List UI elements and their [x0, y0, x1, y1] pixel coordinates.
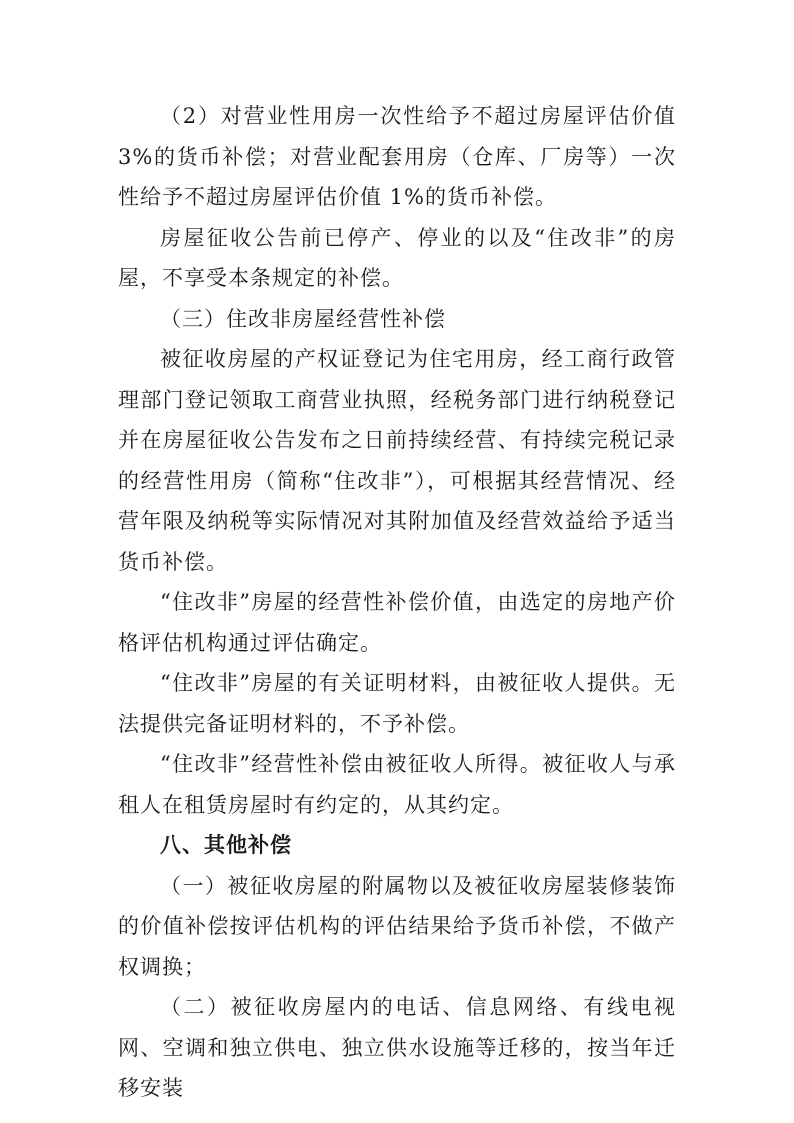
- section-heading-8: 八、其他补偿: [160, 832, 292, 857]
- document-body: [118, 96, 676, 1109]
- paragraph-2-operating-housing-compensation: （2）对营业性用房一次性给予不超过房屋评估价值 3%的货币补偿；对营业配套用房（仓库、厂房等）一次性给予不超过房屋评估价值 1%的货币补偿。: [118, 104, 676, 209]
- paragraph-attachments-decoration: （一）被征收房屋的附属物以及被征收房屋装修装饰的价值补偿按评估机构的评估结果给予货币补偿，不做产权调换；: [118, 873, 676, 979]
- paragraph-facility-relocation: （二）被征收房屋内的电话、信息网络、有线电视网、空调和独立供电、独立供水设施等迁移的，按当年迁移安装: [118, 995, 676, 1100]
- section-heading-3: （三）住改非房屋经营性补偿: [160, 306, 446, 331]
- paragraph-proof-materials: “住改非”房屋的有关证明材料，由被征收人提供。无法提供完备证明材料的，不予补偿。: [118, 671, 676, 736]
- paragraph-compensation-value-assessment: “住改非”房屋的经营性补偿价值，由选定的房地产价格评估机构通过评估确定。: [118, 590, 676, 655]
- paragraph-residential-to-commercial-definition: 被征收房屋的产权证登记为住宅用房，经工商行政管理部门登记领取工商营业执照，经税务部门进行纳税登记并在房屋征收公告发布之日前持续经营、有持续完税记录的经营性用房（简称“住改非”），可根据其经营情况、经营年限及纳税等实际情况对其附加值及经营效益给予适当货币补偿。: [118, 347, 676, 574]
- paragraph-compensation-recipient: “住改非”经营性补偿由被征收人所得。被征收人与承租人在租赁房屋时有约定的，从其约定。: [118, 752, 676, 817]
- paragraph-no-compensation-condition: 房屋征收公告前已停产、停业的以及“住改非”的房屋，不享受本条规定的补偿。: [118, 225, 676, 290]
